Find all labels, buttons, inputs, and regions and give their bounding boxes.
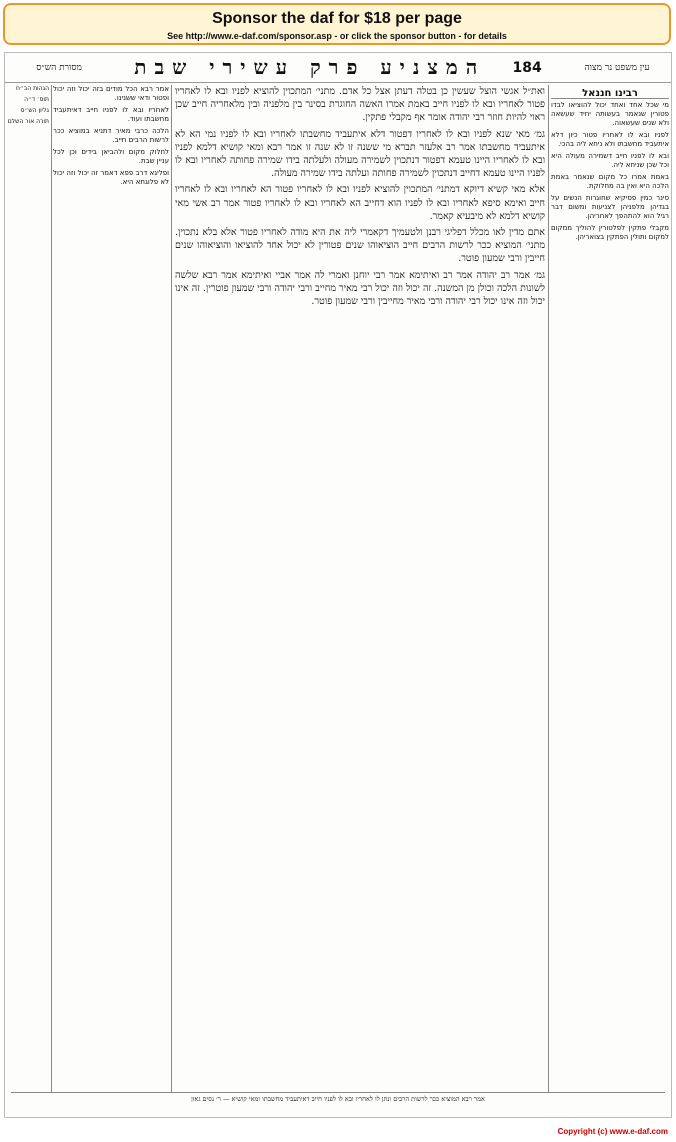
ein-mishpat-label: עין משפט נר מצוה [584,62,650,73]
rabbenu-chananel-column [551,85,669,1093]
tosafot-column [53,85,169,1093]
commentary-paragraph: מי שכל אחד ואחד יכול להוציאו לבדו פטורין שנאמר בעשותה יחיד שעשאה ולא שנים שעשאוה. [551,101,669,127]
gemara-paragraph: גמ׳ אמר רב יהודה אמר רב ואיתימא אמר רבי יוחנן ואמרי לה אמר אביי ואיתימא אמר רבא שלשה לשונות הלכה וכולן מן המשנה. זה יכול וזה יכול רבי מאיר מחייב ורבי יהודה ורבי שמעון פוטרין. זה אינו יכול וזה אינו יכול רבי יהודה ורבי מאיר מחייבין ורבי שמעון פוטר. [175,269,545,308]
commentary-paragraph: באמת אמרו כל מקום שנאמר באמת הלכה היא ואין בה מחלוקת. [551,173,669,190]
gemara-paragraph: גמ׳ מאי שנא לפניו ובא לו לאחריו דפטור דלא איתעביד מחשבתו לאחריו ובא לו לפניו נמי הא לא איתעביד מחשבתו אמר רב אלעזר תברא מי ששנה זו לא שנה זו אמר רבא ומאי קושיא דלמא לפניו ובא לו לאחריו היינו טעמא דפטור דנתכוין לשמירה מעולה ולעלתה בידו שמירה פחותה לאחריו ובא לו לפניו היינו טעמא דחייב דנתכוין לשמירה פחותה ועלתה בידו שמירה מעולה. [175,128,545,180]
tosafot-paragraph: ופליגא דרב פפא דאמר זה יכול וזה יכול לא פלוגתא היא. [53,169,169,186]
sponsor-banner[interactable] [3,3,671,45]
page-number: 184 [512,59,542,76]
column-divider [171,85,172,1093]
margin-note: גליון הש״ס [20,107,49,114]
column-divider [51,85,52,1093]
gemara-paragraph: אתם מדין לאו מכלל דפליגי רבנן ולטעמיך דקאמרי ליה את היא מודה לאחריו פטור אלא בלא נתכוין. מתני׳ המוציא ככר לרשות הרבים חייב הוציאוהו שנים פטורין לא יכול אחד להוציאו והוציאוהו שנים חייבין ורבי שמעון פוטר. [175,227,545,265]
sponsor-title[interactable]: Sponsor the daf for $18 per page [212,10,462,27]
masoret-label: מסורת הש״ס [36,62,82,73]
margin-notes-column [7,85,49,1093]
rashi-label: רבינו חננאל [551,89,669,99]
tosafot-paragraph: אמר רבא הכל מודים בזה יכול וזה יכול ופטור ודאי ששנינו. [53,85,169,102]
copyright-link[interactable]: Copyright (c) www.e-daf.com [557,1127,668,1136]
commentary-paragraph: מקבלי פתקין לפלטורין להוליך ממקום למקום ותולין הפתקין בצואריהן. [551,224,669,241]
margin-note: תוס׳ ד״ה [24,96,49,103]
talmud-page [4,52,672,1118]
margin-note: הגהות הב״ח [16,85,49,92]
tosafot-paragraph: הלכה כרבי מאיר דתניא במוציא ככר לרשות הרבים חייב. [53,127,169,144]
tosafot-paragraph: לאחריו ובא לו לפניו חייב דאיתעביד מחשבתו ועוד. [53,106,169,123]
gemara-paragraph: אלא מאי קשיא דיוקא דמתני׳ המתכוין להוציא לפניו ובא לו לאחריו פטור הא לאחריו ובא לו לאחריו חייב ואימא סיפא לאחריו ובא לו לפניו הוא דחייב הא לאחריו ובא לו לאחריו פטור אמר רב אשי מאי קושיא דלמא לא מיבעיא קאמר. [175,184,545,222]
main-text-column [175,85,545,1093]
commentary-paragraph: לפניו ובא לו לאחריו פטור כיון דלא איתעביד מחשבתו ולא ניחא ליה בהכי. [551,131,669,148]
commentary-paragraph: סינר כמין פסיקיא שחוגרות הנשים על בגדיהן מלפניהן לצניעות ומשום דבר רגיל הוא להתהפך לאחריהן. [551,194,669,220]
gemara-paragraph: ואת״ל אגשי הוצל שעשין כן בטלה דעתן אצל כל אדם. מתני׳ המתכוין להוציא לפניו ובא לו לאחריו פטור לאחריו ובא לו לפניו חייב באמת אמרו האשה החוגרת בסינר בין מלפניה ובין מלאחריה חייב שכן ראוי להיות חוזר רבי יהודה אומר אף מקבלי פתקין. [175,86,545,124]
tosafot-paragraph: לחלוק מקום ולהביאן בידים וכן לכל עניין שבת. [53,148,169,165]
column-divider [548,85,549,1093]
sponsor-subtitle[interactable]: See http://www.e-daf.com/sponsor.asp - or click the sponsor button - for details [167,31,507,41]
chapter-title: המצניע פרק עשירי שבת [134,55,486,79]
margin-note: תורה אור השלם [7,118,49,125]
bottom-notes: אמר רבא המוציא ככר לרשות הרבים ונתן לו לאחריו ובא לו לפניו חייב דאיתעביד מחשבתו ומאי קושיא — ר׳ נסים גאון [11,1092,665,1113]
commentary-paragraph: ובא לו לפניו חייב דשמירה מעולה היא וכל שכן שניחא ליה. [551,152,669,169]
page-header [5,53,671,83]
